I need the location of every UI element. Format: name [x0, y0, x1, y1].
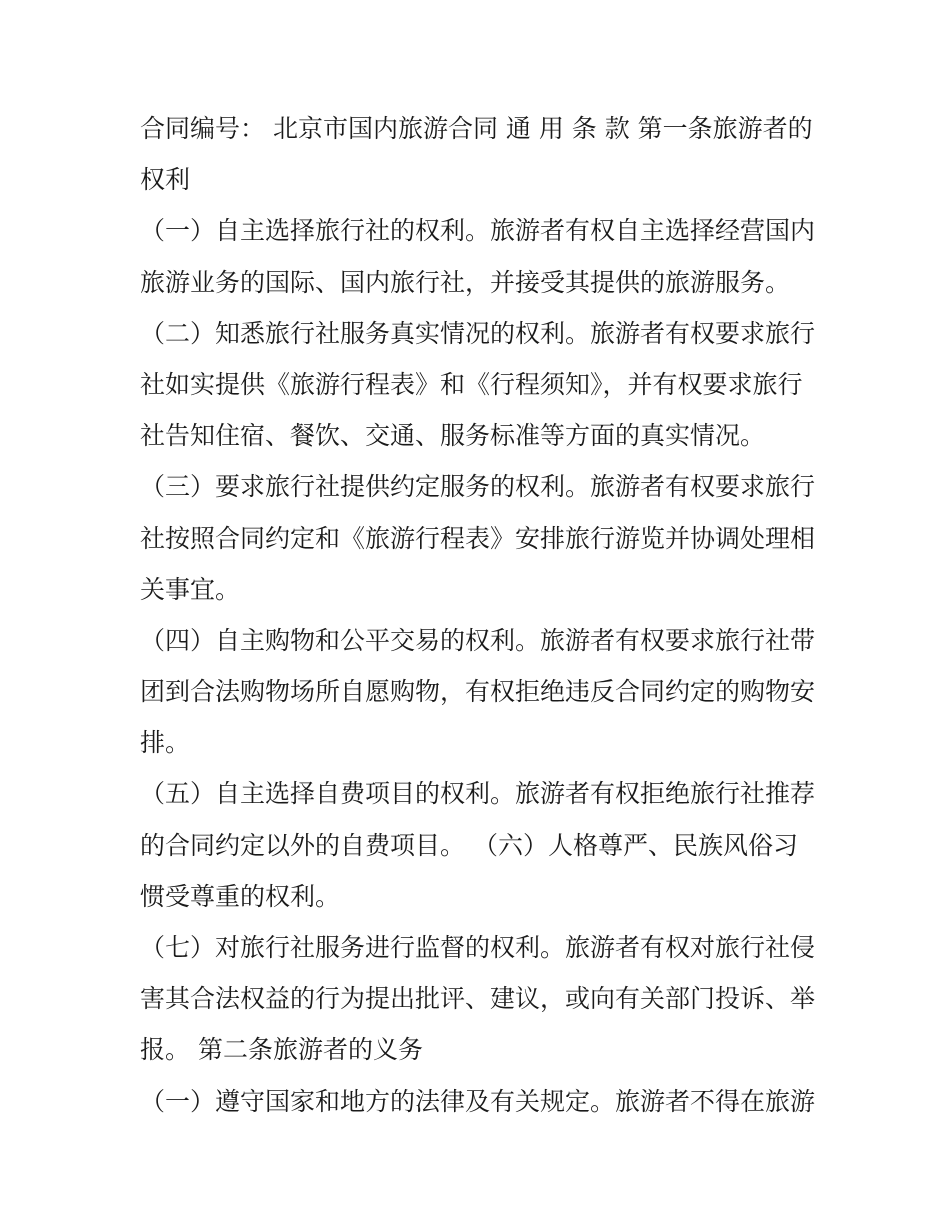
text-line: 惯受尊重的权利。 [140, 881, 341, 911]
text-line: 社如实提供《旅游行程表》和《行程须知》，并有权要求旅行 [140, 369, 803, 399]
text-line: （五）自主选择自费项目的权利。旅游者有权拒绝旅行社推荐 [140, 779, 816, 809]
text-line: （七）对旅行社服务进行监督的权利。旅游者有权对旅行社侵 [140, 933, 816, 962]
text-line: 害其合法权益的行为提出批评、建议，或向有关部门投诉、举 [140, 984, 816, 1014]
text-line: 的合同约定以外的自费项目。 （六）人格尊严、民族风俗习 [140, 830, 798, 860]
text-line: 社按照合同约定和《旅游行程表》安排旅行游览并协调处理相 [140, 523, 816, 553]
text-line: （四）自主购物和公平交易的权利。旅游者有权要求旅行社带 [140, 625, 816, 655]
text-line: （二）知悉旅行社服务真实情况的权利。旅游者有权要求旅行 [140, 318, 816, 348]
text-line: 排。 [140, 728, 191, 758]
text-line: 团到合法购物场所自愿购物，有权拒绝违反合同约定的购物安 [140, 677, 816, 707]
text-line: 关事宜。 [140, 574, 241, 604]
text-line: （一）遵守国家和地方的法律及有关规定。旅游者不得在旅游 [140, 1086, 816, 1116]
text-line: 社告知住宿、餐饮、交通、服务标准等方面的真实情况。 [140, 421, 766, 451]
text-line: 权利 [140, 165, 191, 195]
document-body [140, 103, 820, 1127]
text-line: 报。 第二条旅游者的义务 [140, 1035, 423, 1065]
text-line: 旅游业务的国际、国内旅行社，并接受其提供的旅游服务。 [140, 267, 791, 297]
text-line: （一）自主选择旅行社的权利。旅游者有权自主选择经营国内 [140, 216, 816, 246]
text-line: 合同编号： 北京市国内旅游合同 通 用 条 款 第一条旅游者的 [140, 114, 813, 143]
text-line: （三）要求旅行社提供约定服务的权利。旅游者有权要求旅行 [140, 472, 816, 502]
